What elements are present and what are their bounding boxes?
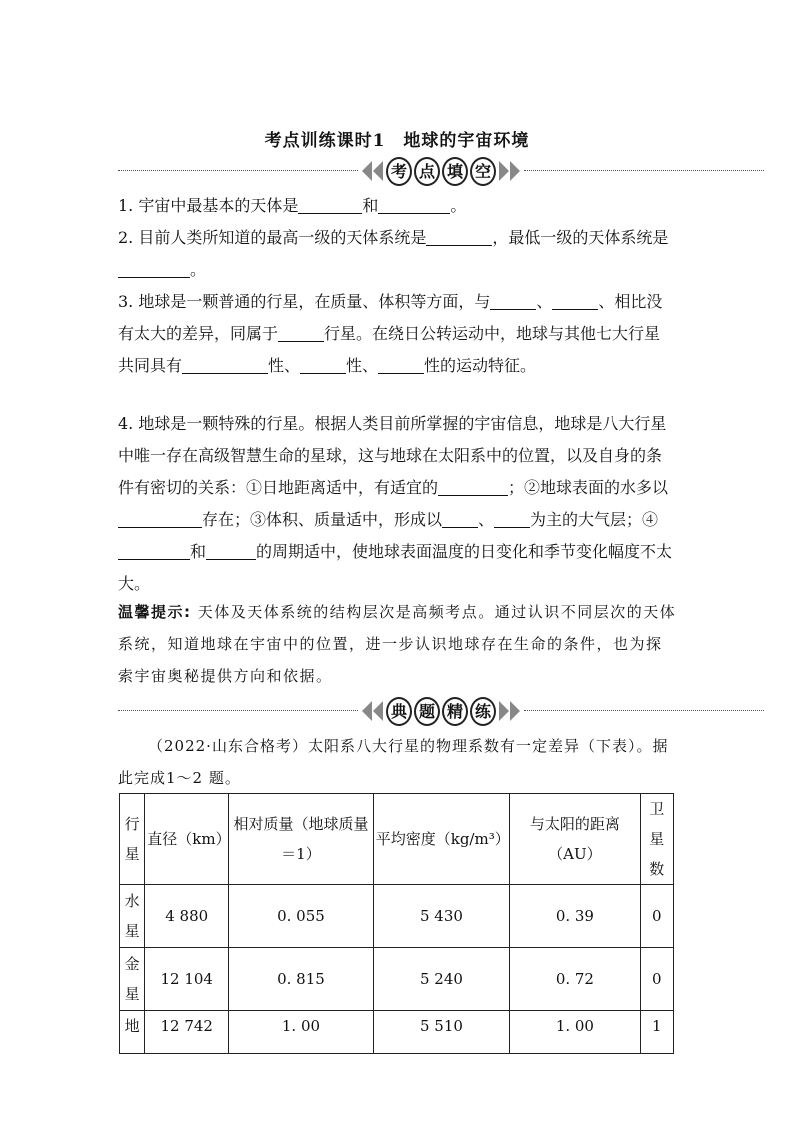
- table-cell: 5 240: [373, 948, 509, 1011]
- section-banner-practice: [118, 694, 764, 728]
- banner-char: 典: [386, 697, 412, 726]
- table-cell: 水星: [120, 885, 145, 948]
- arrow-left-icon: [362, 701, 372, 721]
- question-1: 1. 宇宙中最基本的天体是 和 。: [118, 190, 676, 222]
- divider: [118, 170, 358, 171]
- answer-blank[interactable]: [552, 289, 598, 310]
- table-cell: 1. 00: [510, 1011, 640, 1054]
- table-cell: 5 430: [373, 885, 509, 948]
- table-cell: 0. 72: [510, 948, 640, 1011]
- answer-blank[interactable]: [442, 507, 478, 528]
- arrow-right-icon: [510, 701, 520, 721]
- banner-chars: [386, 154, 496, 188]
- arrow-right-icon: [499, 701, 509, 721]
- banner-chars: [386, 694, 496, 728]
- arrow-right-icon: [499, 161, 509, 181]
- answer-blank[interactable]: [494, 507, 530, 528]
- question-intro: （2022·山东合格考）太阳系八大行星的物理系数有一定差异（下表）。据此完成1～2 题。: [118, 737, 669, 787]
- divider: [524, 710, 764, 711]
- table-cell: 1. 00: [229, 1011, 374, 1054]
- arrow-left-icon: [362, 161, 372, 181]
- answer-blank[interactable]: [426, 225, 492, 246]
- arrow-left-icon: [373, 701, 383, 721]
- table-header-row: [120, 794, 674, 885]
- banner-char: 点: [414, 157, 440, 186]
- table-cell: 5 510: [373, 1011, 509, 1054]
- banner-char: 考: [386, 157, 412, 186]
- table-cell: 地: [120, 1011, 145, 1054]
- table-header-cell: 卫星数: [640, 794, 673, 885]
- table-cell: 0: [640, 885, 673, 948]
- answer-blank[interactable]: [298, 193, 362, 214]
- table-cell: 1: [640, 1011, 673, 1054]
- divider: [118, 710, 358, 711]
- table-cell: 12 104: [145, 948, 229, 1011]
- section-banner-fill-blanks: [118, 154, 764, 188]
- tip-text: 天体及天体系统的结构层次是高频考点。通过认识不同层次的天体系统，知道地球在宇宙中的位置，进一步认识地球存在生命的条件，也为探索宇宙奥秘提供方向和依据。: [118, 603, 677, 685]
- answer-blank[interactable]: [118, 507, 202, 528]
- answer-blank[interactable]: [300, 353, 346, 374]
- banner-char: 空: [470, 157, 496, 186]
- answer-blank[interactable]: [118, 257, 190, 278]
- table-cell: 0. 39: [510, 885, 640, 948]
- arrow-right-icon: [510, 161, 520, 181]
- question-4: 4. 地球是一颗特殊的行星。根据人类目前所掌握的宇宙信息，地球是八大行星中唯一存在高级智慧生命的星球，这与地球在太阳系中的位置，以及自身的条件有密切的关系：①日地距离适中，有适宜的 ；②地球表面的水多以存在；③体积、质量适中，形成以 、 为主的大气层；④和 的周期适中，使地球表面温度的日变化和季节变化幅度不太大。: [118, 414, 673, 593]
- tip-note: [118, 596, 678, 692]
- table-row: [120, 948, 674, 1011]
- banner-char: 题: [414, 697, 440, 726]
- answer-blank[interactable]: [182, 353, 268, 374]
- answer-blank[interactable]: [378, 353, 424, 374]
- table-cell: 4 880: [145, 885, 229, 948]
- answer-blank[interactable]: [118, 539, 190, 560]
- question-3: 3. 地球是一颗普通的行星，在质量、体积等方面，与 、 、相比没有太大的差异，同属于 行星。在绕日公转运动中，地球与其他七大行星共同具有 性、 性、 性的运动特征。: [118, 286, 676, 382]
- banner-char: 精: [442, 697, 468, 726]
- table-row: [120, 885, 674, 948]
- answer-blank[interactable]: [278, 321, 324, 342]
- table-cell: 0. 815: [229, 948, 374, 1011]
- table-cell: 金星: [120, 948, 145, 1011]
- answer-blank[interactable]: [490, 289, 536, 310]
- arrow-left-icon: [373, 161, 383, 181]
- table-header-cell: 直径（km）: [145, 794, 229, 885]
- table-header-cell: 相对质量（地球质量＝1）: [229, 794, 374, 885]
- table-header-cell: 与太阳的距离（AU）: [510, 794, 640, 885]
- table-header-cell: 平均密度（kg/m³）: [373, 794, 509, 885]
- question-2: 2. 目前人类所知道的最高一级的天体系统是 ，最低一级的天体系统是。: [118, 222, 676, 286]
- table-cell: 0. 055: [229, 885, 374, 948]
- planet-table: [119, 793, 674, 1054]
- tip-label: 温馨提示:: [118, 603, 192, 621]
- banner-char: 填: [442, 157, 468, 186]
- answer-blank[interactable]: [438, 475, 508, 496]
- answer-blank[interactable]: [206, 539, 256, 560]
- page-title: 考点训练课时1 地球的宇宙环境: [264, 131, 530, 151]
- table-cell: 12 742: [145, 1011, 229, 1054]
- banner-char: 练: [470, 697, 496, 726]
- divider: [524, 170, 764, 171]
- answer-blank[interactable]: [378, 193, 450, 214]
- table-header-cell: 行星: [120, 794, 145, 885]
- table-cell: 0: [640, 948, 673, 1011]
- table-row: [120, 1011, 674, 1054]
